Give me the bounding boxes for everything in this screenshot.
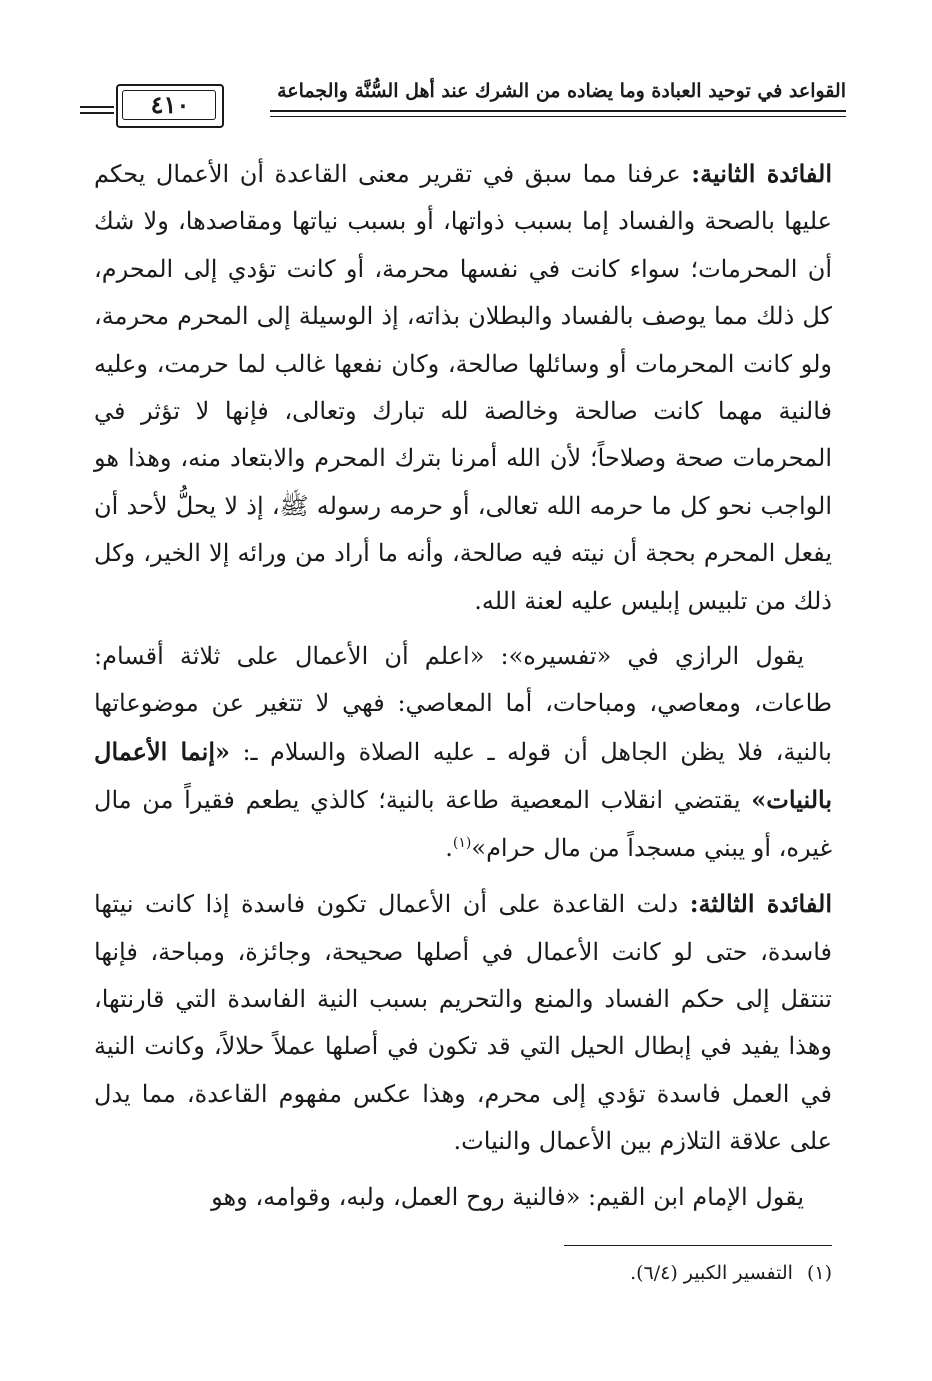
main-text [94,150,832,1221]
paragraph-text: دلت القاعدة على أن الأعمال تكون فاسدة إذا كانت نيتها فاسدة، حتى لو كانت الأعمال في أصلها صحيحة، وجائزة، ومباحة، فإنها تنتقل إلى حكم الفساد والمنع والتحريم بسبب النية الفاسدة التي قارنتها، وهذا يفيد في إبطال الحيل التي قد تكون في أصلها عملاً حلالاً، وكانت النية في العمل فاسدة تؤدي إلى محرم، وهذا عكس مفهوم القاعدة، مما يدل على علاقة التلازم بين الأعمال والنيات. [94,890,833,1156]
paragraph-second-benefit [94,150,832,625]
page-number-lines [80,106,114,118]
paragraph-lead: الفائدة الثانية: [691,159,832,188]
paragraph-text: يقتضي انقلاب المعصية طاعة بالنية؛ كالذي يطعم فقيراً من مال غيره، أو يبني مسجداً من مال حرام» [94,786,832,862]
footnote-text: التفسير الكبير (٦/٤). [630,1262,793,1284]
paragraph-text: يقول الإمام ابن القيم: «فالنية روح العمل، ولبه، وقوامه، وهو [211,1182,804,1211]
header-rule [270,110,846,117]
paragraph-razi-quote [94,633,832,872]
paragraph-third-benefit [94,880,832,1165]
page-header [88,72,846,142]
page-number-frame [116,84,226,130]
paragraph-lead: الفائدة الثالثة: [689,889,832,919]
paragraph-text: عرفنا مما سبق في تقرير معنى القاعدة أن الأعمال يحكم عليها بالصحة والفساد إما بسبب ذواتها، أو بسبب نياتها ومقاصدها، ولا شك أن المحرمات؛ سواء كانت في نفسها محرمة، أو كانت تؤدي إلى المحرم، كل ذلك مما يوصف بالفساد والبطلان بذاته، إذ الوسيلة إلى المحرم محرمة، ولو كانت المحرمات أو وسائلها صالحة، وكان نفعها غالب لما حرمت، وعليه فالنية مهما كانت صالحة وخالصة لله تبارك وتعالى، فإنها لا تؤثر في المحرمات صحة وصلاحاً؛ لأن الله أمرنا بترك المحرم والابتعاد منه، وهذا هو الواجب نحو كل ما حرمه الله تعالى، أو حرمه رسوله ﷺ، إذ لا يحلُّ لأحد أن يفعل المحرم بحجة أن نيته فيه صالحة، وأنه ما أراد من ورائه إلا الخير، وكل ذلك من تلبيس إبليس عليه لعنة الله. [94,160,832,615]
footnote-ref: (١) [452,834,472,851]
paragraph-text: يقول الرازي في «تفسيره»: «اعلم أن الأعمال على ثلاثة أقسام: طاعات، ومعاصي، ومباحات، أما المعاصي: فهي لا تتغير عن موضوعاتها بالنية، فلا يظن الجاهل أن قوله ـ عليه الصلاة والسلام ـ: [94,642,832,766]
paragraph-end: . [445,833,453,862]
footnote-separator [564,1245,832,1246]
hadith-quote: «إنما الأعمال بالنيات» [94,736,832,815]
running-title: القواعد في توحيد العبادة وما يضاده من الشرك عند أهل السُّنَّة والجماعة [277,80,846,102]
footnote [332,1262,832,1284]
footnote-mark: (١) [806,1262,832,1284]
page-number: ٤١٠ [150,90,190,119]
paragraph-ibn-qayyim [94,1174,832,1221]
